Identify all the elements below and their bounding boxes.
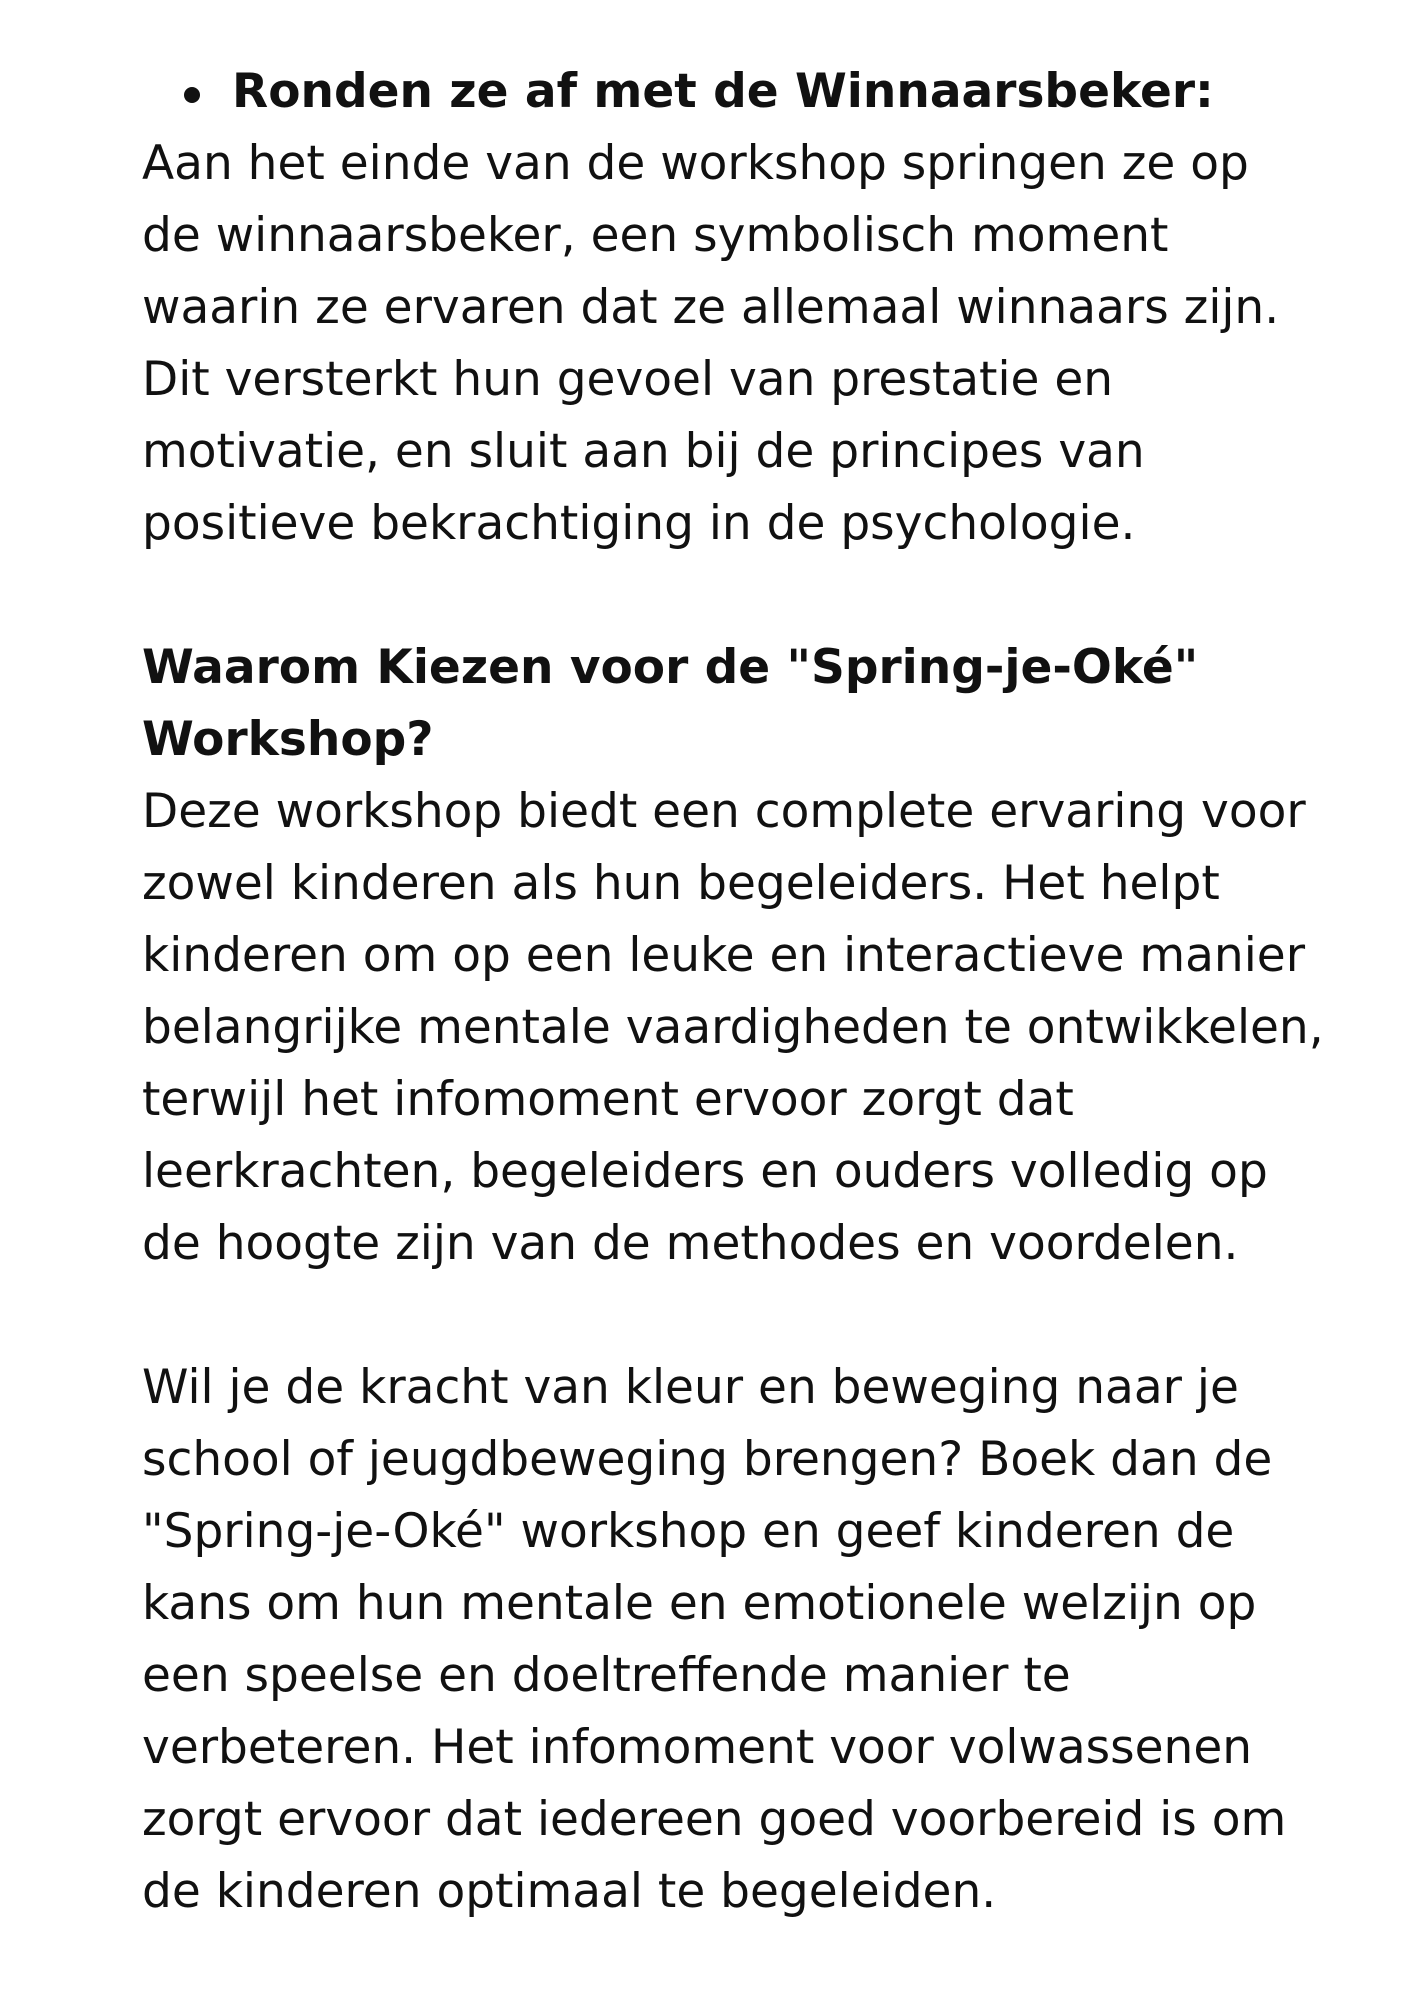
paragraph-line: leerkrachten, begeleiders en ouders volledig op (142, 1144, 1268, 1199)
bullet-item (232, 56, 1372, 128)
bullet-dot-icon (184, 87, 200, 103)
paragraph-line: een speelse en doeltreffende manier te (142, 1648, 1071, 1703)
paragraph-line: de winnaarsbeker, een symbolisch moment (142, 208, 1169, 263)
paragraph-line: terwijl het infomoment ervoor zorgt dat (142, 1072, 1074, 1127)
paragraph-line: kinderen om op een leuke en interactieve manier (142, 928, 1306, 983)
paragraph-line: zorgt ervoor dat iedereen goed voorbereid is om (142, 1792, 1287, 1847)
article-content (142, 56, 1372, 1928)
closing-paragraph (142, 1352, 1372, 1928)
paragraph-line: zowel kinderen als hun begeleiders. Het helpt (142, 856, 1220, 911)
paragraph-line: belangrijke mentale vaardigheden te ontwikkelen, (142, 1000, 1324, 1055)
heading-line: Waarom Kiezen voor de "Spring-je-Oké" (142, 640, 1199, 695)
paragraph-spacer (142, 560, 1372, 632)
paragraph-line: Aan het einde van de workshop springen ze op (142, 136, 1249, 191)
paragraph-line: Wil je de kracht van kleur en beweging naar je (142, 1360, 1239, 1415)
paragraph-line: positieve bekrachtiging in de psychologie. (142, 496, 1136, 551)
paragraph-line: school of jeugdbeweging brengen? Boek dan de (142, 1432, 1273, 1487)
paragraph-line: Deze workshop biedt een complete ervaring voor (142, 784, 1306, 839)
paragraph-line: de kinderen optimaal te begeleiden. (142, 1864, 997, 1919)
paragraph-line: kans om hun mentale en emotionele welzijn op (142, 1576, 1257, 1631)
bullet-title: Ronden ze af met de Winnaarsbeker: (232, 64, 1214, 119)
paragraph-line: verbeteren. Het infomoment voor volwassenen (142, 1720, 1253, 1775)
paragraph-line: "Spring-je-Oké" workshop en geef kinderen de (142, 1504, 1235, 1559)
paragraph-line: Dit versterkt hun gevoel van prestatie en (142, 352, 1114, 407)
paragraph-winnaarsbeker (142, 128, 1372, 560)
paragraph-spacer (142, 1280, 1372, 1352)
section-body (142, 776, 1372, 1280)
paragraph-line: motivatie, en sluit aan bij de principes van (142, 424, 1145, 479)
paragraph-line: de hoogte zijn van de methodes en voordelen. (142, 1216, 1239, 1271)
section-heading (142, 632, 1372, 776)
heading-line: Workshop? (142, 712, 434, 767)
paragraph-line: waarin ze ervaren dat ze allemaal winnaars zijn. (142, 280, 1280, 335)
